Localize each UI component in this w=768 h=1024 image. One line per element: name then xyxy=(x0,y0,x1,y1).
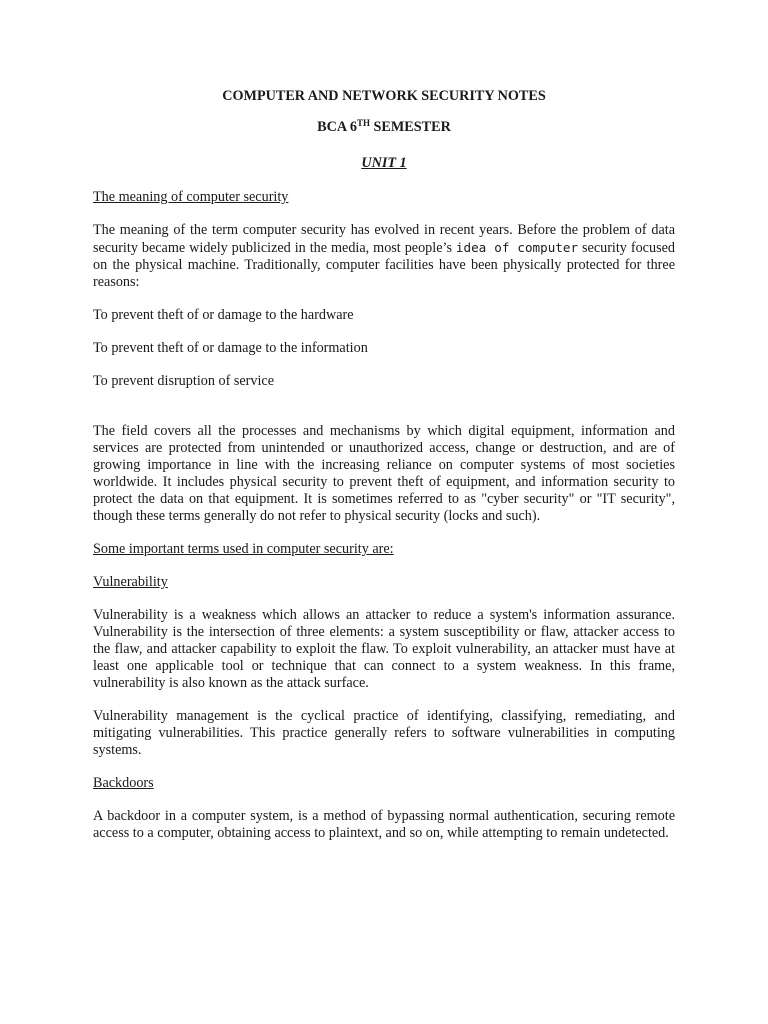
subtitle-prefix: BCA 6 xyxy=(317,119,357,135)
reason-service: To prevent disruption of service xyxy=(93,373,275,389)
document-subtitle xyxy=(93,119,675,136)
document-page xyxy=(93,84,675,842)
meaning-text-mono: idea of computer xyxy=(455,240,579,255)
vulnerability-heading: Vulnerability xyxy=(93,574,168,590)
backdoors-heading: Backdoors xyxy=(93,775,154,791)
vulnerability-paragraph-2: Vulnerability management is the cyclical practice of identifying, classifying, remediating, and mitigating vulnerabilities. This practice generally refers to software vulnerabilities in computing systems. xyxy=(93,708,675,758)
meaning-heading: The meaning of computer security xyxy=(93,189,289,205)
reason-information: To prevent theft of or damage to the information xyxy=(93,340,368,356)
meaning-paragraph xyxy=(93,222,675,291)
vulnerability-paragraph-1: Vulnerability is a weakness which allows an attacker to reduce a system's information assurance. Vulnerability is the intersection of three elements: a system susceptibility or flaw, attacker access to the flaw, and attacker capability to exploit the flaw. To exploit vulnerability, an attacker must have at least one applicable tool or technique that can connect to a system weakness. In this frame, vulnerability is also known as the attack surface. xyxy=(93,607,675,691)
subtitle-suffix: SEMESTER xyxy=(370,119,451,135)
reason-hardware: To prevent theft of or damage to the hardware xyxy=(93,307,354,323)
meaning-text-a: The meaning of the term computer security has evolved in recent years. Before the problem of data security became widely publicized in the media, most people’s xyxy=(93,222,675,256)
field-paragraph: The field covers all the processes and mechanisms by which digital equipment, information and services are protected from unintended or unauthorized access, change or destruction, and are of growing importance in line with the increasing reliance on computer systems of most societies worldwide. It includes physical security to prevent theft of equipment, and information security to protect the data on that equipment. It is sometimes referred to as "cyber security" or "IT security", though these terms generally do not refer to physical security (locks and such). xyxy=(93,423,675,524)
subtitle-superscript: TH xyxy=(356,118,370,128)
unit-heading: UNIT 1 xyxy=(361,155,407,171)
meaning-text-b: security focused on the physical machine. Traditionally, computer facilities have been physically protected for three reasons: xyxy=(93,240,675,290)
document-title: COMPUTER AND NETWORK SECURITY NOTES xyxy=(222,88,546,104)
backdoors-paragraph: A backdoor in a computer system, is a method of bypassing normal authentication, securing remote access to a computer, obtaining access to plaintext, and so on, while attempting to remain undetected. xyxy=(93,808,675,841)
terms-heading: Some important terms used in computer security are: xyxy=(93,541,394,557)
